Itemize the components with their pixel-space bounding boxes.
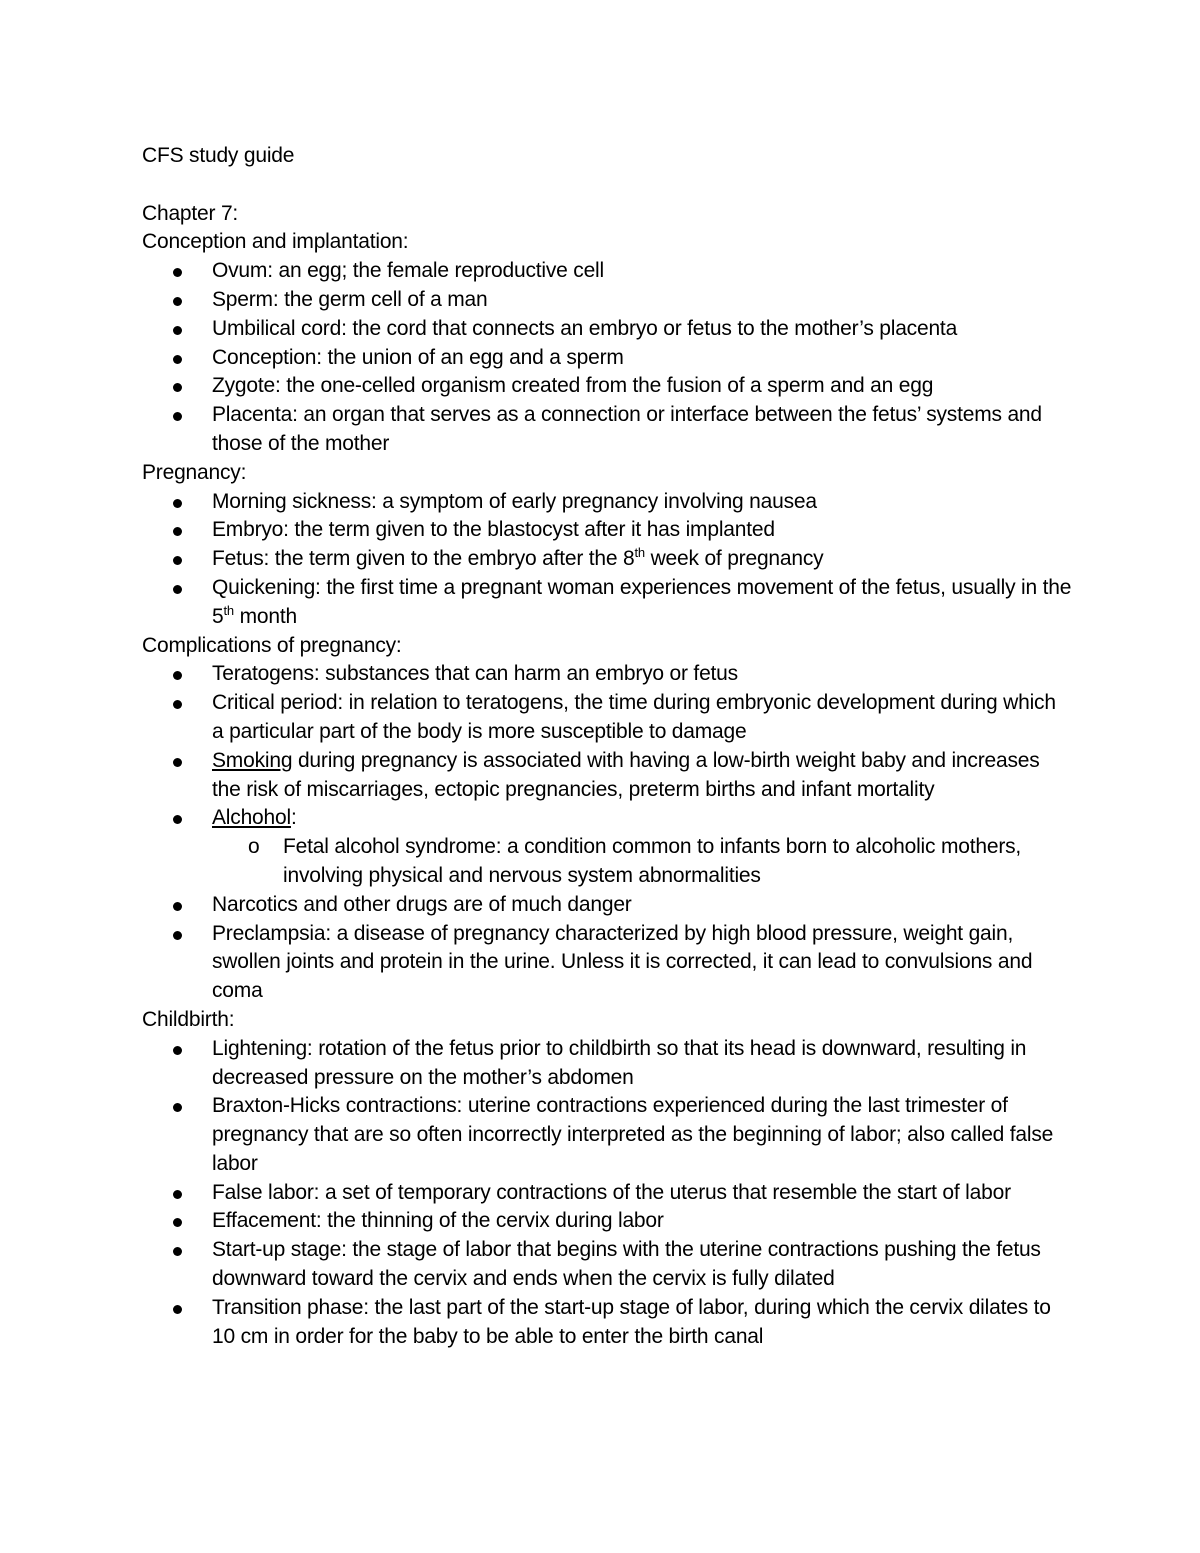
underlined-term: Alchohol [212,806,291,830]
section-heading-childbirth: Childbirth: [142,1007,235,1031]
list-item: Smoking during pregnancy is associated with having a low-birth weight baby and increases the risk of miscarriages, ectopic pregnancies, preterm births and infant mortality [142,747,1072,805]
bullet-icon [173,931,182,940]
bullet-icon [173,326,182,335]
list-item: Teratogens: substances that can harm an embryo or fetus [142,660,1072,689]
list-item: False labor: a set of temporary contractions of the uterus that resemble the start of labor [142,1179,1072,1208]
list-item: Transition phase: the last part of the start-up stage of labor, during which the cervix dilates to 10 cm in order for the baby to be able to enter the birth canal [142,1294,1072,1352]
list-item: Quickening: the first time a pregnant woman experiences movement of the fetus, usually in the 5th month [142,574,1072,632]
bullet-icon [173,1247,182,1256]
alcohol-sublist [212,833,1072,891]
blank-line [142,171,1072,200]
list-item: Critical period: in relation to teratogens, the time during embryonic development during which a particular part of the body is more susceptible to damage [142,689,1072,747]
section-heading-complications: Complications of pregnancy: [142,633,402,657]
complications-list [142,660,1072,1006]
list-item: Ovum: an egg; the female reproductive cell [142,257,1072,286]
sub-list-item: o Fetal alcohol syndrome: a condition common to infants born to alcoholic mothers, involving physical and nervous system abnormalities [248,835,1022,887]
underlined-term: Smoking [212,748,293,772]
bullet-icon [173,585,182,594]
list-item: Fetus: the term given to the embryo after the 8th week of pregnancy [142,545,1072,574]
list-item: Braxton-Hicks contractions: uterine contractions experienced during the last trimester of pregnancy that are so often incorrectly interpreted as the beginning of labor; also called false labor [142,1092,1072,1178]
bullet-icon [173,556,182,565]
bullet-icon [173,1046,182,1055]
bullet-icon [173,815,182,824]
bullet-icon [173,383,182,392]
list-item: Start-up stage: the stage of labor that begins with the uterine contractions pushing the fetus downward toward the cervix and ends when the cervix is fully dilated [142,1236,1072,1294]
bullet-icon [173,1305,182,1314]
chapter-heading: Chapter 7: [142,201,239,225]
list-item: Narcotics and other drugs are of much danger [142,891,1072,920]
bullet-icon [173,268,182,277]
bullet-icon [173,355,182,364]
list-item: Embryo: the term given to the blastocyst after it has implanted [142,516,1072,545]
circle-bullet-icon: o [248,835,260,859]
bullet-icon [173,758,182,767]
bullet-icon [173,1218,182,1227]
list-item: Zygote: the one-celled organism created from the fusion of a sperm and an egg [142,372,1072,401]
document-page [142,142,1072,1351]
bullet-icon [173,1103,182,1112]
list-item: Placenta: an organ that serves as a connection or interface between the fetus’ systems and those of the mother [142,401,1072,459]
conception-list [142,257,1072,459]
list-item: Lightening: rotation of the fetus prior to childbirth so that its head is downward, resulting in decreased pressure on the mother’s abdomen [142,1035,1072,1093]
pregnancy-list [142,488,1072,632]
bullet-icon [173,671,182,680]
section-heading-conception: Conception and implantation: [142,230,409,254]
bullet-icon [173,412,182,421]
list-item: Effacement: the thinning of the cervix during labor [142,1207,1072,1236]
document-title: CFS study guide [142,144,295,167]
list-item: Alchohol: o Fetal alcohol syndrome: a condition common to infants born to alcoholic mothers, involving physical and nervous system abnormalities [142,804,1072,890]
list-item: Preclampsia: a disease of pregnancy characterized by high blood pressure, weight gain, swollen joints and protein in the urine. Unless it is corrected, it can lead to convulsions and coma [142,920,1072,1006]
bullet-icon [173,902,182,911]
bullet-icon [173,527,182,536]
childbirth-list [142,1035,1072,1352]
bullet-icon [173,700,182,709]
list-item: Umbilical cord: the cord that connects an embryo or fetus to the mother’s placenta [142,315,1072,344]
section-heading-pregnancy: Pregnancy: [142,460,247,484]
list-item: Morning sickness: a symptom of early pregnancy involving nausea [142,488,1072,517]
bullet-icon [173,499,182,508]
list-item: Conception: the union of an egg and a sperm [142,344,1072,373]
bullet-icon [173,1190,182,1199]
list-item: Sperm: the germ cell of a man [142,286,1072,315]
bullet-icon [173,297,182,306]
